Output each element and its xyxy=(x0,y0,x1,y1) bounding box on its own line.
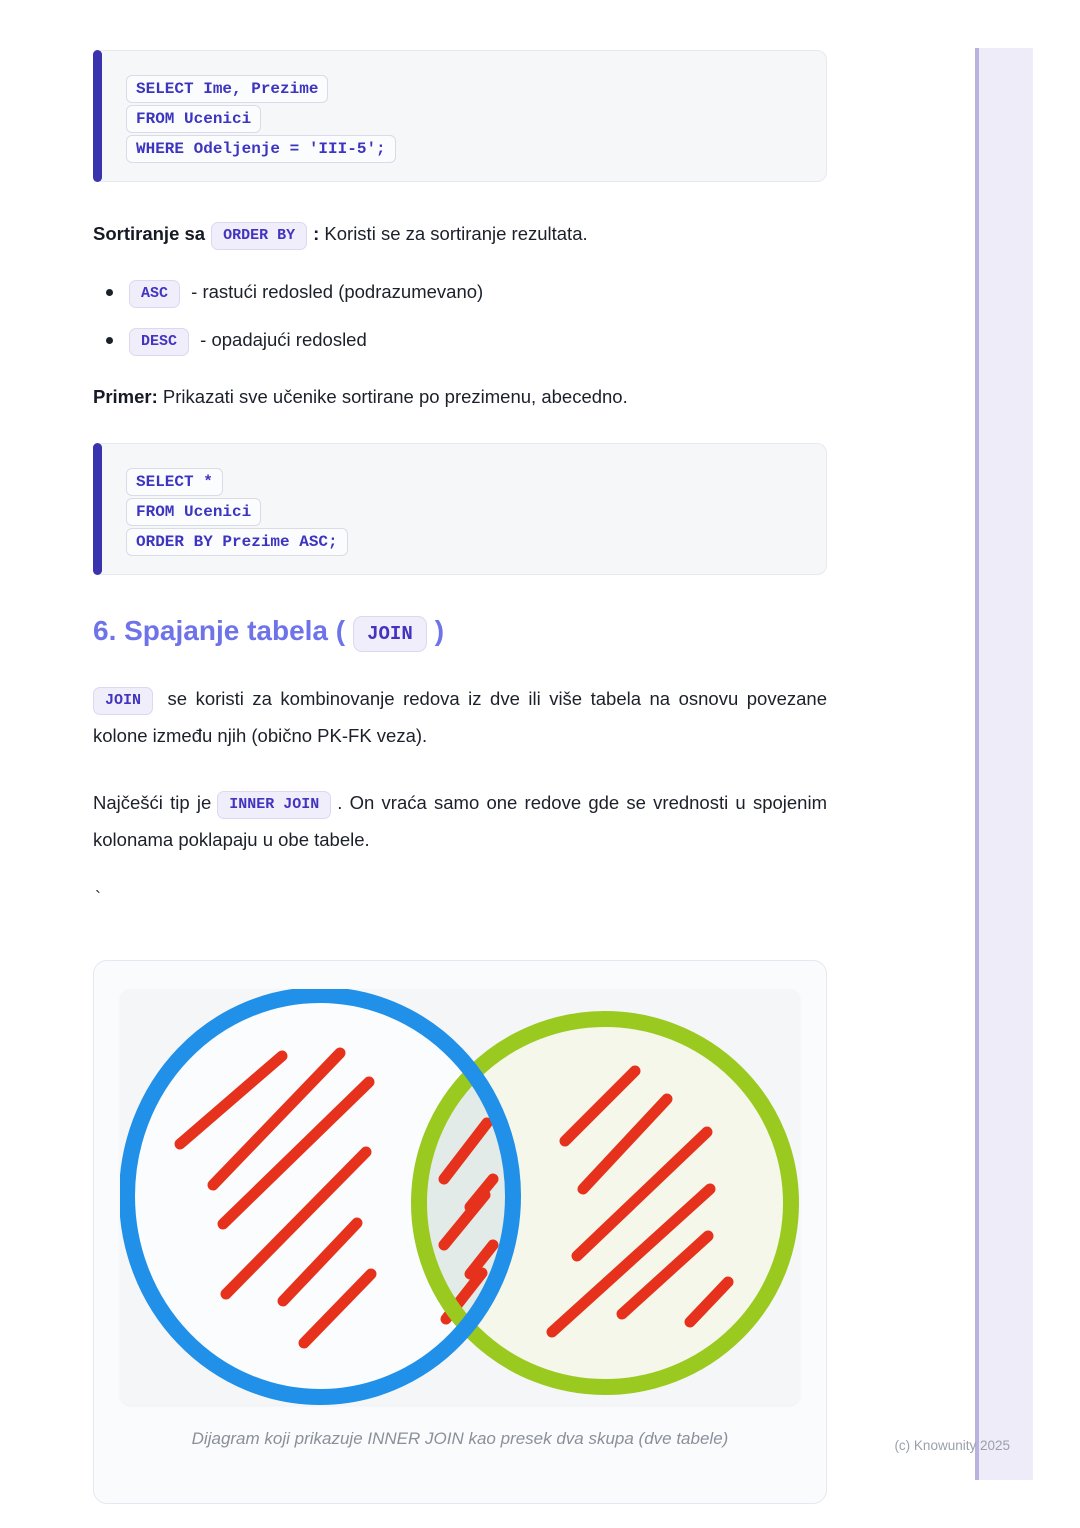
code-line: SELECT Ime, Prezime xyxy=(126,75,328,103)
code-lines xyxy=(126,468,798,556)
code-line: WHERE Odeljenje = 'III-5'; xyxy=(126,135,396,163)
inner-join-inline-code: INNER JOIN xyxy=(217,791,331,819)
sortiranje-rest: Koristi se za sortiranje rezultata. xyxy=(319,223,588,244)
sort-options-list xyxy=(93,277,827,356)
primer-text: Prikazati sve učenike sortirane po prezimenu, abecedno. xyxy=(157,386,628,407)
sortiranje-lead: Sortiranje sa xyxy=(93,223,206,244)
code-block-select-where xyxy=(93,50,827,182)
figure-caption: Dijagram koji prikazuje INNER JOIN kao presek dva skupa (dve tabele) xyxy=(191,1429,729,1448)
code-block-order-by xyxy=(93,443,827,575)
venn-diagram-panel xyxy=(120,989,800,1405)
code-block-accent-bar xyxy=(93,50,102,182)
code-line: FROM Ucenici xyxy=(126,498,261,526)
list-item-text: - rastući redosled (podrazumevano) xyxy=(186,281,484,302)
stray-backtick: ` xyxy=(95,888,101,908)
sortiranje-line xyxy=(93,219,827,250)
asc-inline-code: ASC xyxy=(129,280,180,308)
list-item xyxy=(93,277,827,308)
join-description-text: se koristi za kombinovanje redova iz dve ili više tabela na osnovu povezane kolone između njih (obično PK-FK veza). xyxy=(93,688,827,746)
join-description xyxy=(93,680,827,754)
primer-lead: Primer: xyxy=(93,386,158,407)
inner-join-text: . On vraća samo one redove gde se vrednosti u spojenim kolonama poklapaju u obe tabele. xyxy=(93,792,827,850)
venn-diagram xyxy=(120,989,800,1405)
content-column xyxy=(93,50,827,1504)
copyright-footer: (c) Knowunity 2025 xyxy=(894,1438,1010,1453)
join-inline-code: JOIN xyxy=(353,616,427,652)
join-inline-code: JOIN xyxy=(93,687,153,715)
heading-suffix: ) xyxy=(434,615,445,646)
list-item xyxy=(93,325,827,356)
inner-join-lead: Najčešći tip je xyxy=(93,792,212,813)
figure-card xyxy=(93,960,827,1504)
code-line: ORDER BY Prezime ASC; xyxy=(126,528,348,556)
list-item-text: - opadajući redosled xyxy=(195,329,367,350)
section-heading xyxy=(93,612,827,652)
code-line: SELECT * xyxy=(126,468,223,496)
code-lines xyxy=(126,75,798,163)
code-line: FROM Ucenici xyxy=(126,105,261,133)
desc-inline-code: DESC xyxy=(129,328,189,356)
primer-line xyxy=(93,382,827,412)
scroll-strip[interactable] xyxy=(975,48,1033,1480)
inner-join-description xyxy=(93,784,827,858)
heading-prefix: 6. Spajanje tabela ( xyxy=(93,615,346,646)
order-by-inline-code: ORDER BY xyxy=(211,222,307,250)
code-block-accent-bar xyxy=(93,443,102,575)
sortiranje-colon: : xyxy=(313,223,320,244)
